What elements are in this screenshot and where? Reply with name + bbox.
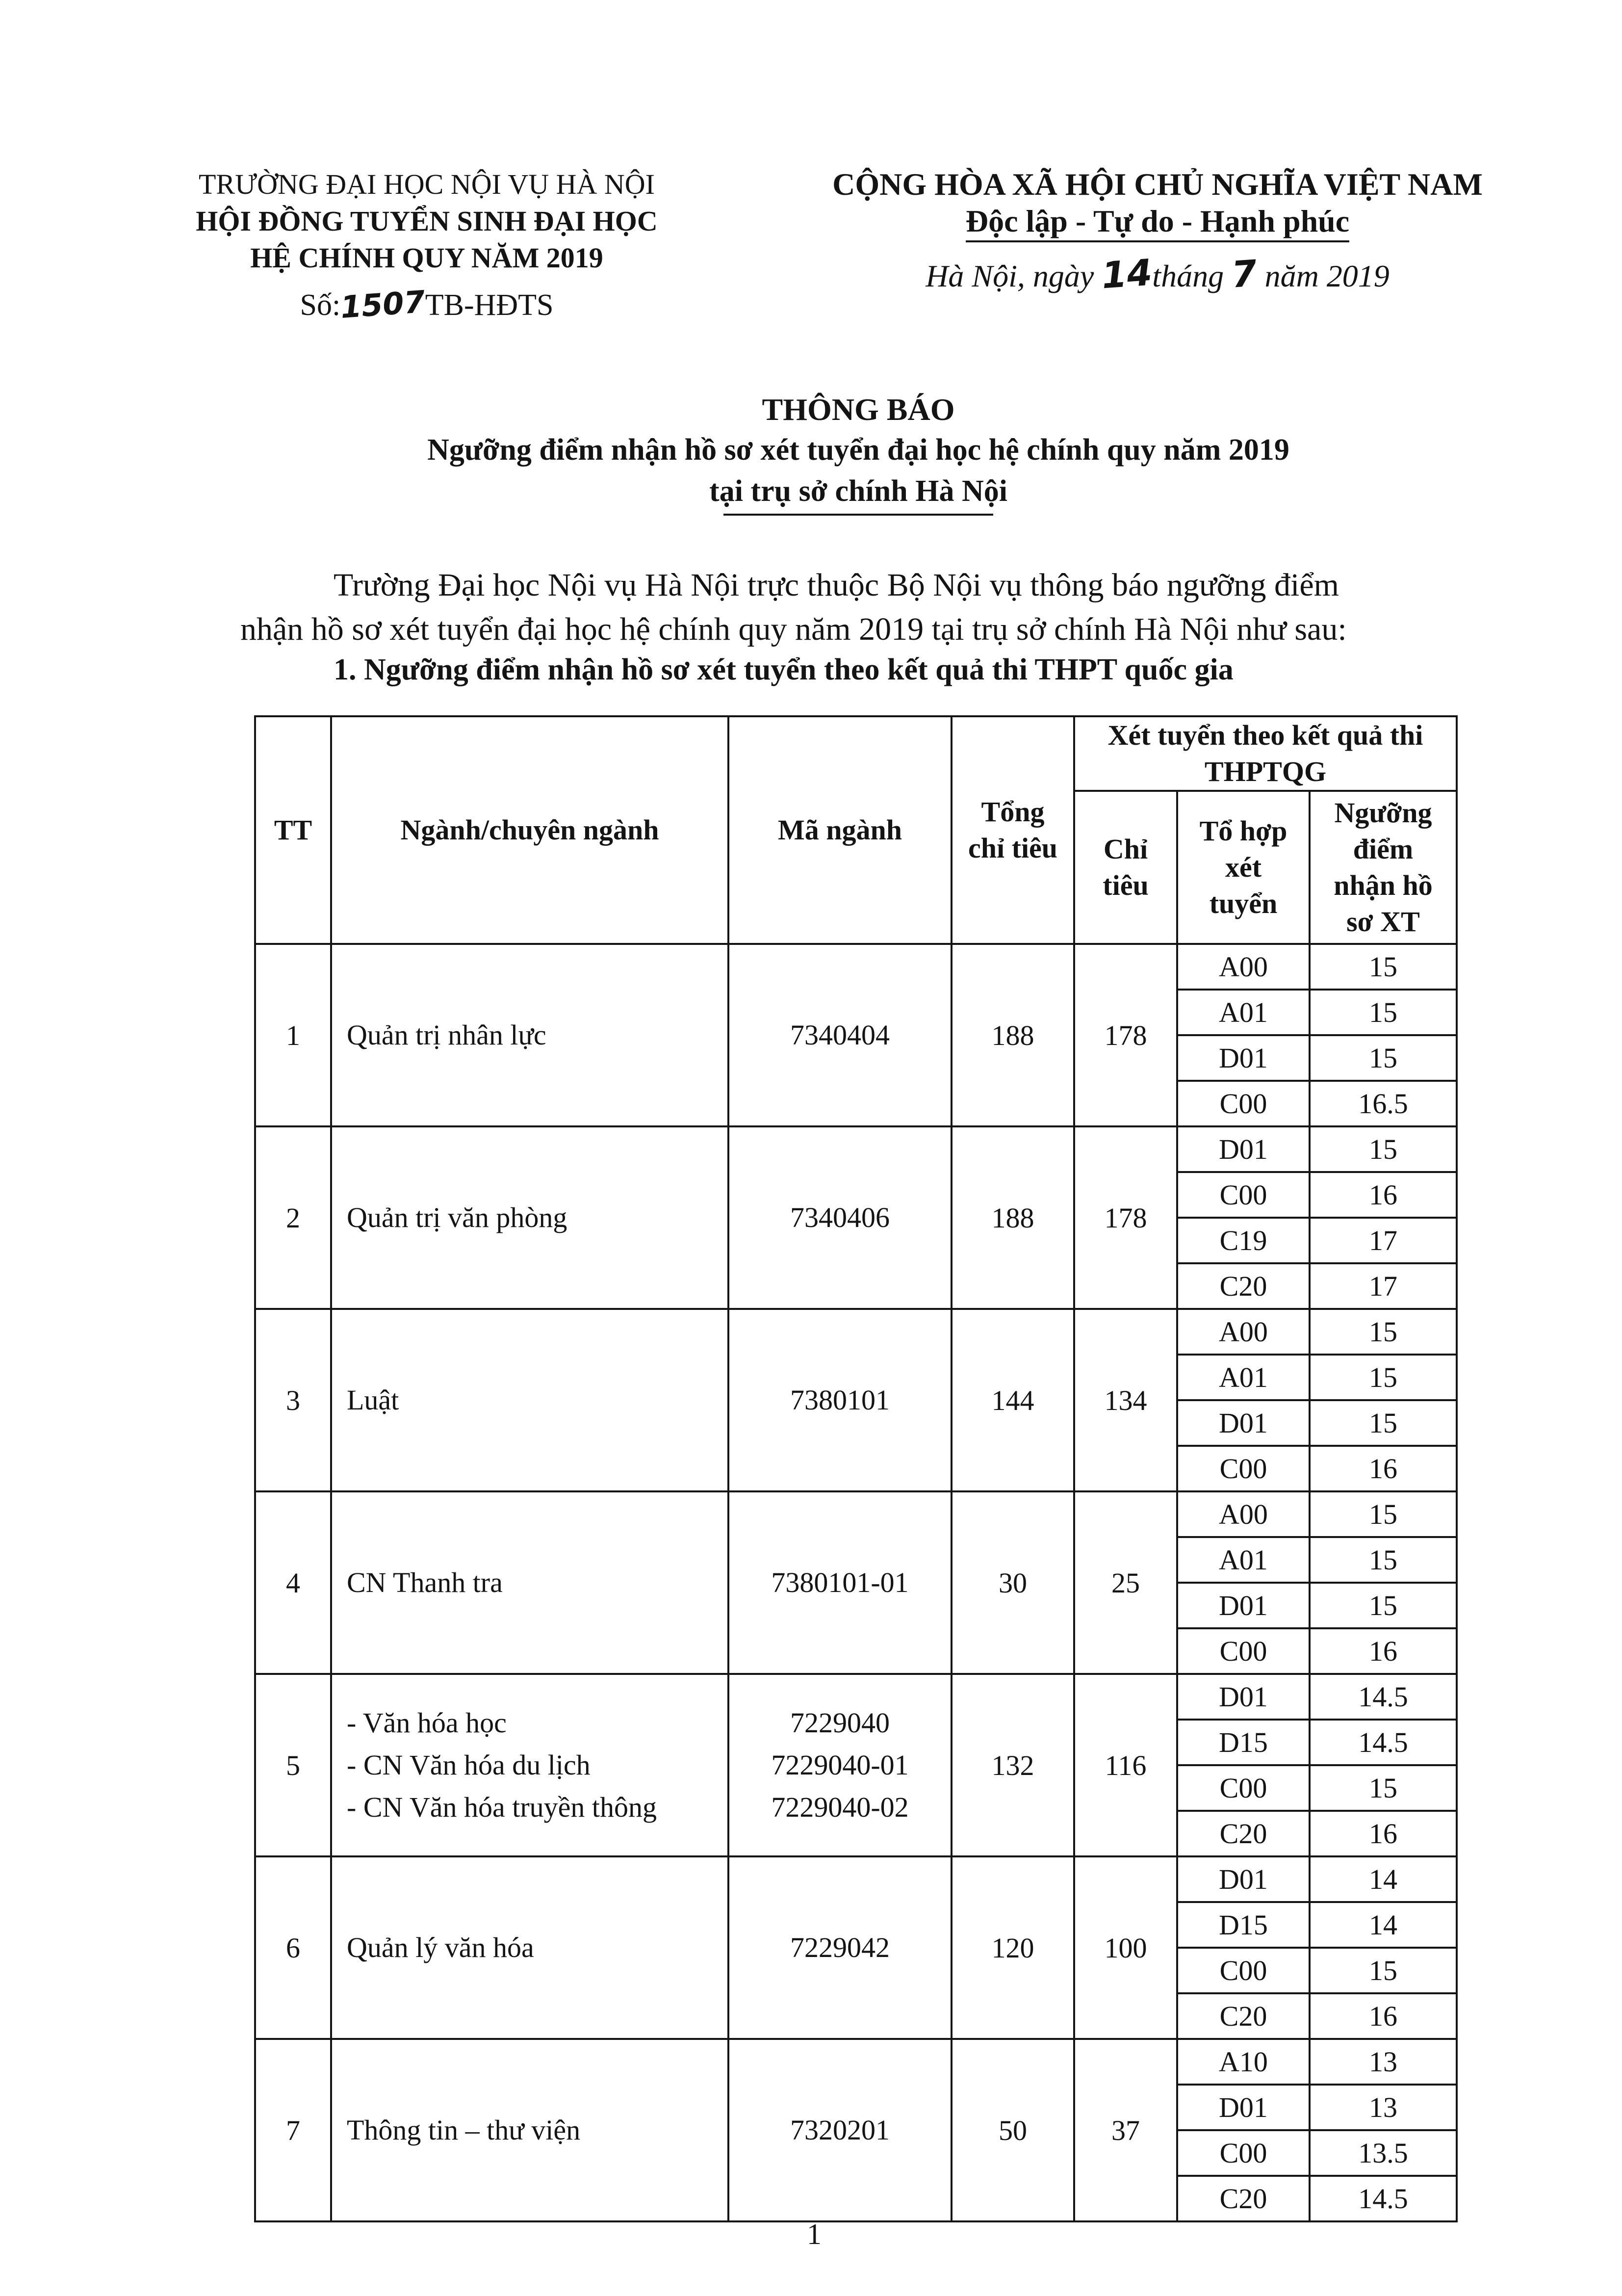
major-line: CN Thanh tra — [347, 1566, 503, 1598]
cell-combination: A00 — [1177, 1309, 1310, 1355]
header-quota: Chỉ tiêu — [1074, 791, 1177, 944]
issuer-university: TRƯỜNG ĐẠI HỌC NỘI VỤ HÀ NỘI — [199, 168, 655, 200]
handwritten-day: 14 — [1100, 251, 1154, 297]
cell-threshold: 17 — [1310, 1263, 1457, 1309]
issuer-block — [147, 166, 706, 324]
cell-total-quota: 30 — [952, 1491, 1074, 1674]
major-line: Luật — [347, 1384, 399, 1416]
notice-title-block — [147, 390, 1570, 516]
cell-total-quota: 144 — [952, 1309, 1074, 1491]
cell-code — [728, 1309, 952, 1491]
cell-threshold: 13.5 — [1310, 2130, 1457, 2176]
cell-total-quota: 188 — [952, 944, 1074, 1126]
major-line: - CN Văn hóa truyền thông — [347, 1791, 657, 1823]
cell-combination: C00 — [1177, 1172, 1310, 1218]
cell-threshold: 15 — [1310, 1537, 1457, 1583]
cell-combination: C20 — [1177, 1993, 1310, 2039]
cell-tt: 7 — [255, 2039, 331, 2221]
code-line: 7229042 — [790, 1931, 890, 1963]
cell-combination: C20 — [1177, 2176, 1310, 2221]
cell-quota: 37 — [1074, 2039, 1177, 2221]
code-line: 7320201 — [790, 2114, 890, 2146]
table-row — [255, 1491, 1457, 1537]
cell-threshold: 14 — [1310, 1902, 1457, 1948]
cell-combination: A10 — [1177, 2039, 1310, 2085]
cell-threshold: 14.5 — [1310, 1674, 1457, 1720]
cell-quota: 178 — [1074, 944, 1177, 1126]
cell-combination: A01 — [1177, 990, 1310, 1035]
cell-threshold: 15 — [1310, 1948, 1457, 1993]
cell-combination: D01 — [1177, 1583, 1310, 1628]
cell-threshold: 16 — [1310, 1628, 1457, 1674]
cell-quota: 100 — [1074, 1856, 1177, 2039]
table-row — [255, 944, 1457, 990]
cell-threshold: 13 — [1310, 2085, 1457, 2130]
table-row — [255, 1126, 1457, 1172]
header-threshold: Ngưỡng điểm nhận hồ sơ XT — [1310, 791, 1457, 944]
cell-combination: C00 — [1177, 1446, 1310, 1491]
cell-total-quota: 50 — [952, 2039, 1074, 2221]
cell-threshold: 15 — [1310, 1491, 1457, 1537]
cell-quota: 134 — [1074, 1309, 1177, 1491]
table-row — [255, 1674, 1457, 1720]
cell-combination: C00 — [1177, 1765, 1310, 1811]
issuer-council: HỘI ĐỒNG TUYỂN SINH ĐẠI HỌC — [196, 205, 658, 237]
table-row — [255, 2039, 1457, 2085]
cell-quota: 116 — [1074, 1674, 1177, 1856]
code-line: 7380101-01 — [771, 1566, 909, 1598]
major-line: - CN Văn hóa du lịch — [347, 1749, 591, 1781]
issuer-program: HỆ CHÍNH QUY NĂM 2019 — [250, 242, 603, 274]
major-line: Thông tin – thư viện — [347, 2114, 581, 2146]
code-line: 7229040-01 — [771, 1749, 909, 1781]
cell-total-quota: 188 — [952, 1126, 1074, 1309]
cell-code — [728, 2039, 952, 2221]
cell-threshold: 15 — [1310, 1355, 1457, 1400]
code-line: 7380101 — [790, 1384, 890, 1416]
cell-threshold: 16 — [1310, 1172, 1457, 1218]
cell-major — [331, 1309, 728, 1491]
section-heading-1: 1. Ngưỡng điểm nhận hồ sơ xét tuyển theo kết quả thi THPT quốc gia — [334, 653, 1234, 686]
header-total-quota: Tổng chỉ tiêu — [952, 716, 1074, 944]
notice-title: THÔNG BÁO — [762, 392, 955, 427]
cell-combination: D01 — [1177, 1674, 1310, 1720]
cell-code — [728, 1126, 952, 1309]
cell-threshold: 14.5 — [1310, 1720, 1457, 1765]
threshold-table — [254, 715, 1458, 2222]
code-line: 7229040-02 — [771, 1791, 909, 1823]
cell-combination: C00 — [1177, 1948, 1310, 1993]
cell-code — [728, 944, 952, 1126]
issue-date: Hà Nội, ngày 14tháng 7 năm 2019 — [926, 251, 1390, 297]
cell-combination: C00 — [1177, 1081, 1310, 1126]
cell-tt: 5 — [255, 1674, 331, 1856]
national-motto: Độc lập - Tự do - Hạnh phúc — [966, 203, 1349, 242]
cell-combination: C20 — [1177, 1811, 1310, 1856]
header-exam-group: Xét tuyển theo kết quả thi THPTQG — [1074, 716, 1457, 791]
header-code: Mã ngành — [728, 716, 952, 944]
cell-threshold: 15 — [1310, 1583, 1457, 1628]
cell-tt: 2 — [255, 1126, 331, 1309]
major-line: Quản lý văn hóa — [347, 1931, 534, 1963]
intro-line-2: nhận hồ sơ xét tuyển đại học hệ chính quy năm 2019 tại trụ sở chính Hà Nội như sau: — [240, 611, 1347, 647]
cell-threshold: 16.5 — [1310, 1081, 1457, 1126]
table-body — [255, 944, 1457, 2221]
header-major: Ngành/chuyên ngành — [331, 716, 728, 944]
cell-tt: 4 — [255, 1491, 331, 1674]
handwritten-month: 7 — [1230, 252, 1259, 296]
header-combination: Tổ hợp xét tuyển — [1177, 791, 1310, 944]
cell-combination: D01 — [1177, 2085, 1310, 2130]
cell-tt: 6 — [255, 1856, 331, 2039]
cell-threshold: 15 — [1310, 1400, 1457, 1446]
cell-major — [331, 944, 728, 1126]
code-line: 7229040 — [790, 1707, 890, 1739]
page-number: 1 — [807, 2218, 822, 2250]
cell-combination: D01 — [1177, 1035, 1310, 1081]
cell-major — [331, 1126, 728, 1309]
cell-combination: D01 — [1177, 1126, 1310, 1172]
cell-combination: A00 — [1177, 1491, 1310, 1537]
cell-threshold: 14.5 — [1310, 2176, 1457, 2221]
header-tt: TT — [255, 716, 331, 944]
cell-combination: D01 — [1177, 1400, 1310, 1446]
cell-combination: A01 — [1177, 1355, 1310, 1400]
code-line: 7340406 — [790, 1201, 890, 1233]
cell-combination: D01 — [1177, 1856, 1310, 1902]
cell-major — [331, 1856, 728, 2039]
cell-combination: C20 — [1177, 1263, 1310, 1309]
cell-threshold: 14 — [1310, 1856, 1457, 1902]
cell-quota: 25 — [1074, 1491, 1177, 1674]
cell-combination: D15 — [1177, 1720, 1310, 1765]
major-line: - Văn hóa học — [347, 1707, 507, 1739]
cell-threshold: 16 — [1310, 1446, 1457, 1491]
cell-combination: C00 — [1177, 1628, 1310, 1674]
table-row — [255, 1856, 1457, 1902]
cell-quota: 178 — [1074, 1126, 1177, 1309]
major-line: Quản trị nhân lực — [347, 1019, 546, 1051]
notice-subtitle-1: Ngưỡng điểm nhận hồ sơ xét tuyển đại học hệ chính quy năm 2019 — [427, 433, 1289, 467]
code-line: 7340404 — [790, 1019, 890, 1051]
document-number: Số:1507TB-HĐTS — [300, 284, 554, 325]
cell-threshold: 15 — [1310, 1035, 1457, 1081]
cell-combination: C00 — [1177, 2130, 1310, 2176]
national-title: CỘNG HÒA XÃ HỘI CHỦ NGHĨA VIỆT NAM — [832, 167, 1483, 202]
national-motto-block — [804, 166, 1511, 297]
cell-combination: A01 — [1177, 1537, 1310, 1583]
cell-tt: 1 — [255, 944, 331, 1126]
cell-total-quota: 132 — [952, 1674, 1074, 1856]
cell-total-quota: 120 — [952, 1856, 1074, 2039]
cell-tt: 3 — [255, 1309, 331, 1491]
cell-code — [728, 1856, 952, 2039]
title-divider — [723, 514, 993, 516]
cell-threshold: 15 — [1310, 944, 1457, 990]
cell-threshold: 16 — [1310, 1993, 1457, 2039]
cell-code — [728, 1674, 952, 1856]
cell-threshold: 13 — [1310, 2039, 1457, 2085]
cell-code — [728, 1491, 952, 1674]
notice-subtitle-2: tại trụ sở chính Hà Nội — [709, 474, 1007, 508]
cell-combination: D15 — [1177, 1902, 1310, 1948]
cell-major — [331, 1491, 728, 1674]
cell-threshold: 17 — [1310, 1218, 1457, 1263]
cell-major — [331, 2039, 728, 2221]
cell-combination: A00 — [1177, 944, 1310, 990]
intro-line-1: Trường Đại học Nội vụ Hà Nội trực thuộc Bộ Nội vụ thông báo ngưỡng điểm — [334, 567, 1339, 603]
cell-threshold: 15 — [1310, 1126, 1457, 1172]
cell-major — [331, 1674, 728, 1856]
cell-threshold: 15 — [1310, 1765, 1457, 1811]
major-line: Quản trị văn phòng — [347, 1201, 567, 1233]
cell-threshold: 16 — [1310, 1811, 1457, 1856]
cell-combination: C19 — [1177, 1218, 1310, 1263]
handwritten-number: 1507 — [339, 284, 427, 325]
cell-threshold: 15 — [1310, 1309, 1457, 1355]
table-row — [255, 1309, 1457, 1355]
cell-threshold: 15 — [1310, 990, 1457, 1035]
